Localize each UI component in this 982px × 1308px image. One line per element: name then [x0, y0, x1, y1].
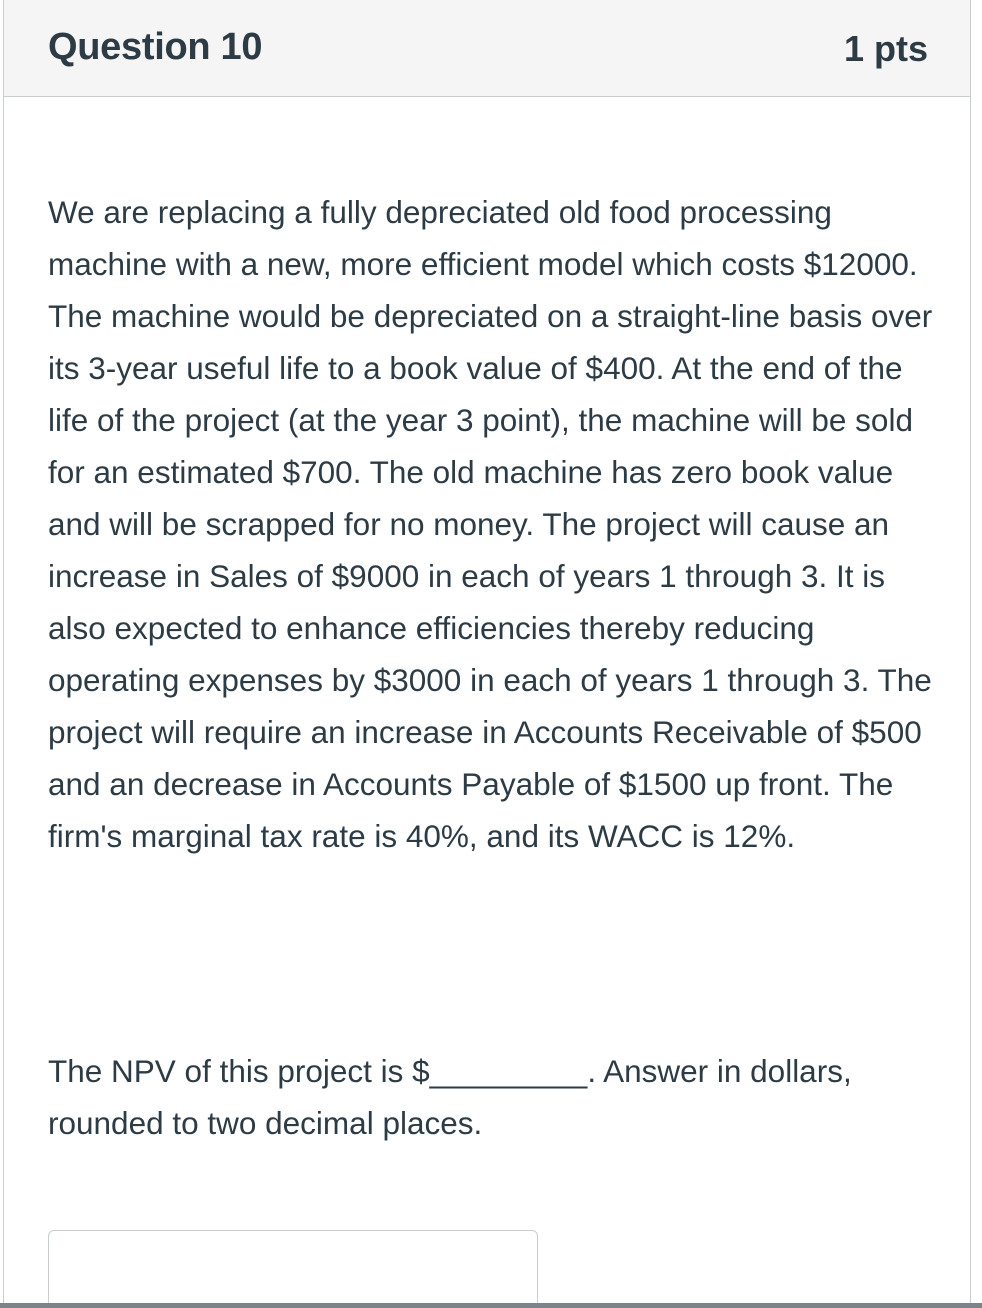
question-points: 1 pts	[843, 28, 928, 69]
question-text	[48, 186, 938, 862]
question-title: Question 10	[48, 26, 263, 68]
question-body-paragraph: We are replacing a fully depreciated old food processing machine with a new, more efficient model which costs $12000. The machine would be depreciated on a straight-line basis over its 3-year useful life to a book value of $400. At the end of the life of the project (at the year 3 point), the machine will be sold for an estimated $700. The old machine has zero book value and will be scrapped for no money. The project will cause an increase in Sales of $9000 in each of years 1 through 3. It is also expected to enhance efficiencies thereby reducing operating expenses by $3000 in each of years 1 through 3. The project will require an increase in Accounts Receivable of $500 and an decrease in Accounts Payable of $1500 up front. The firm's marginal tax rate is 40%, and its WACC is 12%.	[48, 194, 933, 854]
question-card	[3, 0, 971, 1304]
answer-input[interactable]	[48, 1230, 538, 1308]
question-prompt: The NPV of this project is $_________. Answer in dollars, rounded to two decimal places.	[48, 1053, 852, 1141]
question-header	[4, 0, 970, 97]
bottom-divider	[0, 1303, 982, 1308]
